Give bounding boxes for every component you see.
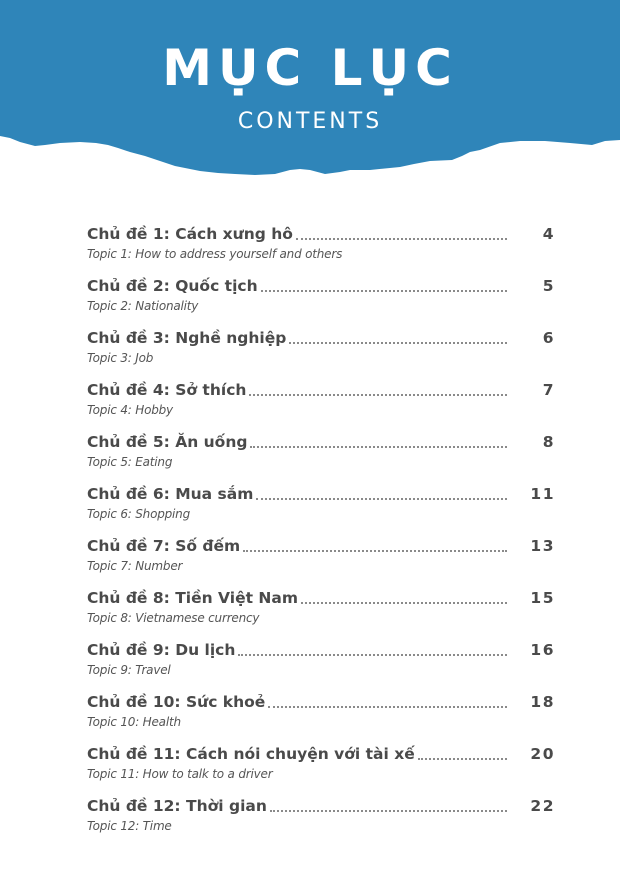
- toc-entry-10[interactable]: [87, 689, 555, 741]
- toc-entry-6[interactable]: [87, 481, 555, 533]
- toc-entry-page: 13: [530, 537, 555, 555]
- dot-leader: [270, 809, 507, 812]
- toc-entry-2[interactable]: [87, 273, 555, 325]
- toc-entry-page: 6: [542, 329, 555, 347]
- toc-entry-9[interactable]: [87, 637, 555, 689]
- toc-entry-subtitle: Topic 5: Eating: [87, 455, 173, 469]
- toc-entry-subtitle: Topic 9: Travel: [87, 663, 171, 677]
- toc-entry-title: Chủ đề 1: Cách xưng hô: [87, 225, 293, 243]
- dot-leader: [261, 289, 507, 292]
- toc-entry-subtitle: Topic 8: Vietnamese currency: [87, 611, 260, 625]
- toc-entry-title: Chủ đề 12: Thời gian: [87, 797, 267, 815]
- toc-entry-4[interactable]: [87, 377, 555, 429]
- toc-entry-title: Chủ đề 8: Tiền Việt Nam: [87, 589, 298, 607]
- toc-entry-subtitle: Topic 11: How to talk to a driver: [87, 767, 273, 781]
- toc-entry-12[interactable]: [87, 793, 555, 845]
- toc-entry-11[interactable]: [87, 741, 555, 793]
- toc-entry-title: Chủ đề 9: Du lịch: [87, 641, 236, 659]
- dot-leader: [268, 705, 507, 708]
- toc-entry-subtitle: Topic 2: Nationality: [87, 299, 199, 313]
- toc-entry-subtitle: Topic 6: Shopping: [87, 507, 191, 521]
- toc-entry-page: 7: [542, 381, 555, 399]
- dot-leader: [238, 653, 507, 656]
- toc-entry-title: Chủ đề 3: Nghề nghiệp: [87, 329, 287, 347]
- dot-leader: [249, 393, 507, 396]
- toc-entry-page: 20: [530, 745, 555, 763]
- toc-entry-page: 22: [530, 797, 555, 815]
- toc-entry-subtitle: Topic 7: Number: [87, 559, 183, 573]
- toc-entry-subtitle: Topic 3: Job: [87, 351, 154, 365]
- dot-leader: [418, 757, 507, 760]
- dot-leader: [250, 445, 507, 448]
- page-title: MỤC LỤC: [162, 39, 458, 97]
- toc-entry-title: Chủ đề 11: Cách nói chuyện với tài xế: [87, 745, 415, 763]
- toc-entry-7[interactable]: [87, 533, 555, 585]
- toc-entry-subtitle: Topic 12: Time: [87, 819, 172, 833]
- dot-leader: [289, 341, 507, 344]
- dot-leader: [243, 549, 507, 552]
- dot-leader: [301, 601, 507, 604]
- toc-entry-1[interactable]: [87, 221, 555, 273]
- toc-entry-page: 5: [542, 277, 555, 295]
- dot-leader: [256, 497, 507, 500]
- toc-entry-page: 11: [530, 485, 555, 503]
- page-subtitle: CONTENTS: [237, 109, 383, 134]
- toc-entry-title: Chủ đề 10: Sức khoẻ: [87, 693, 266, 711]
- toc-entry-subtitle: Topic 10: Health: [87, 715, 181, 729]
- toc-entry-page: 15: [530, 589, 555, 607]
- toc-entry-title: Chủ đề 5: Ăn uống: [87, 433, 248, 451]
- toc-entry-title: Chủ đề 4: Sở thích: [87, 381, 247, 399]
- table-of-contents: [87, 221, 555, 845]
- toc-entry-8[interactable]: [87, 585, 555, 637]
- toc-entry-3[interactable]: [87, 325, 555, 377]
- dot-leader: [296, 237, 507, 240]
- toc-entry-page: 18: [530, 693, 555, 711]
- toc-entry-title: Chủ đề 7: Số đếm: [87, 537, 241, 555]
- header-banner: [0, 0, 620, 180]
- toc-entry-subtitle: Topic 4: Hobby: [87, 403, 173, 417]
- toc-entry-subtitle: Topic 1: How to address yourself and others: [87, 247, 343, 261]
- toc-entry-page: 16: [530, 641, 555, 659]
- toc-entry-page: 8: [542, 433, 555, 451]
- toc-entry-title: Chủ đề 6: Mua sắm: [87, 485, 254, 503]
- toc-entry-page: 4: [542, 225, 555, 243]
- toc-entry-5[interactable]: [87, 429, 555, 481]
- toc-entry-title: Chủ đề 2: Quốc tịch: [87, 277, 258, 295]
